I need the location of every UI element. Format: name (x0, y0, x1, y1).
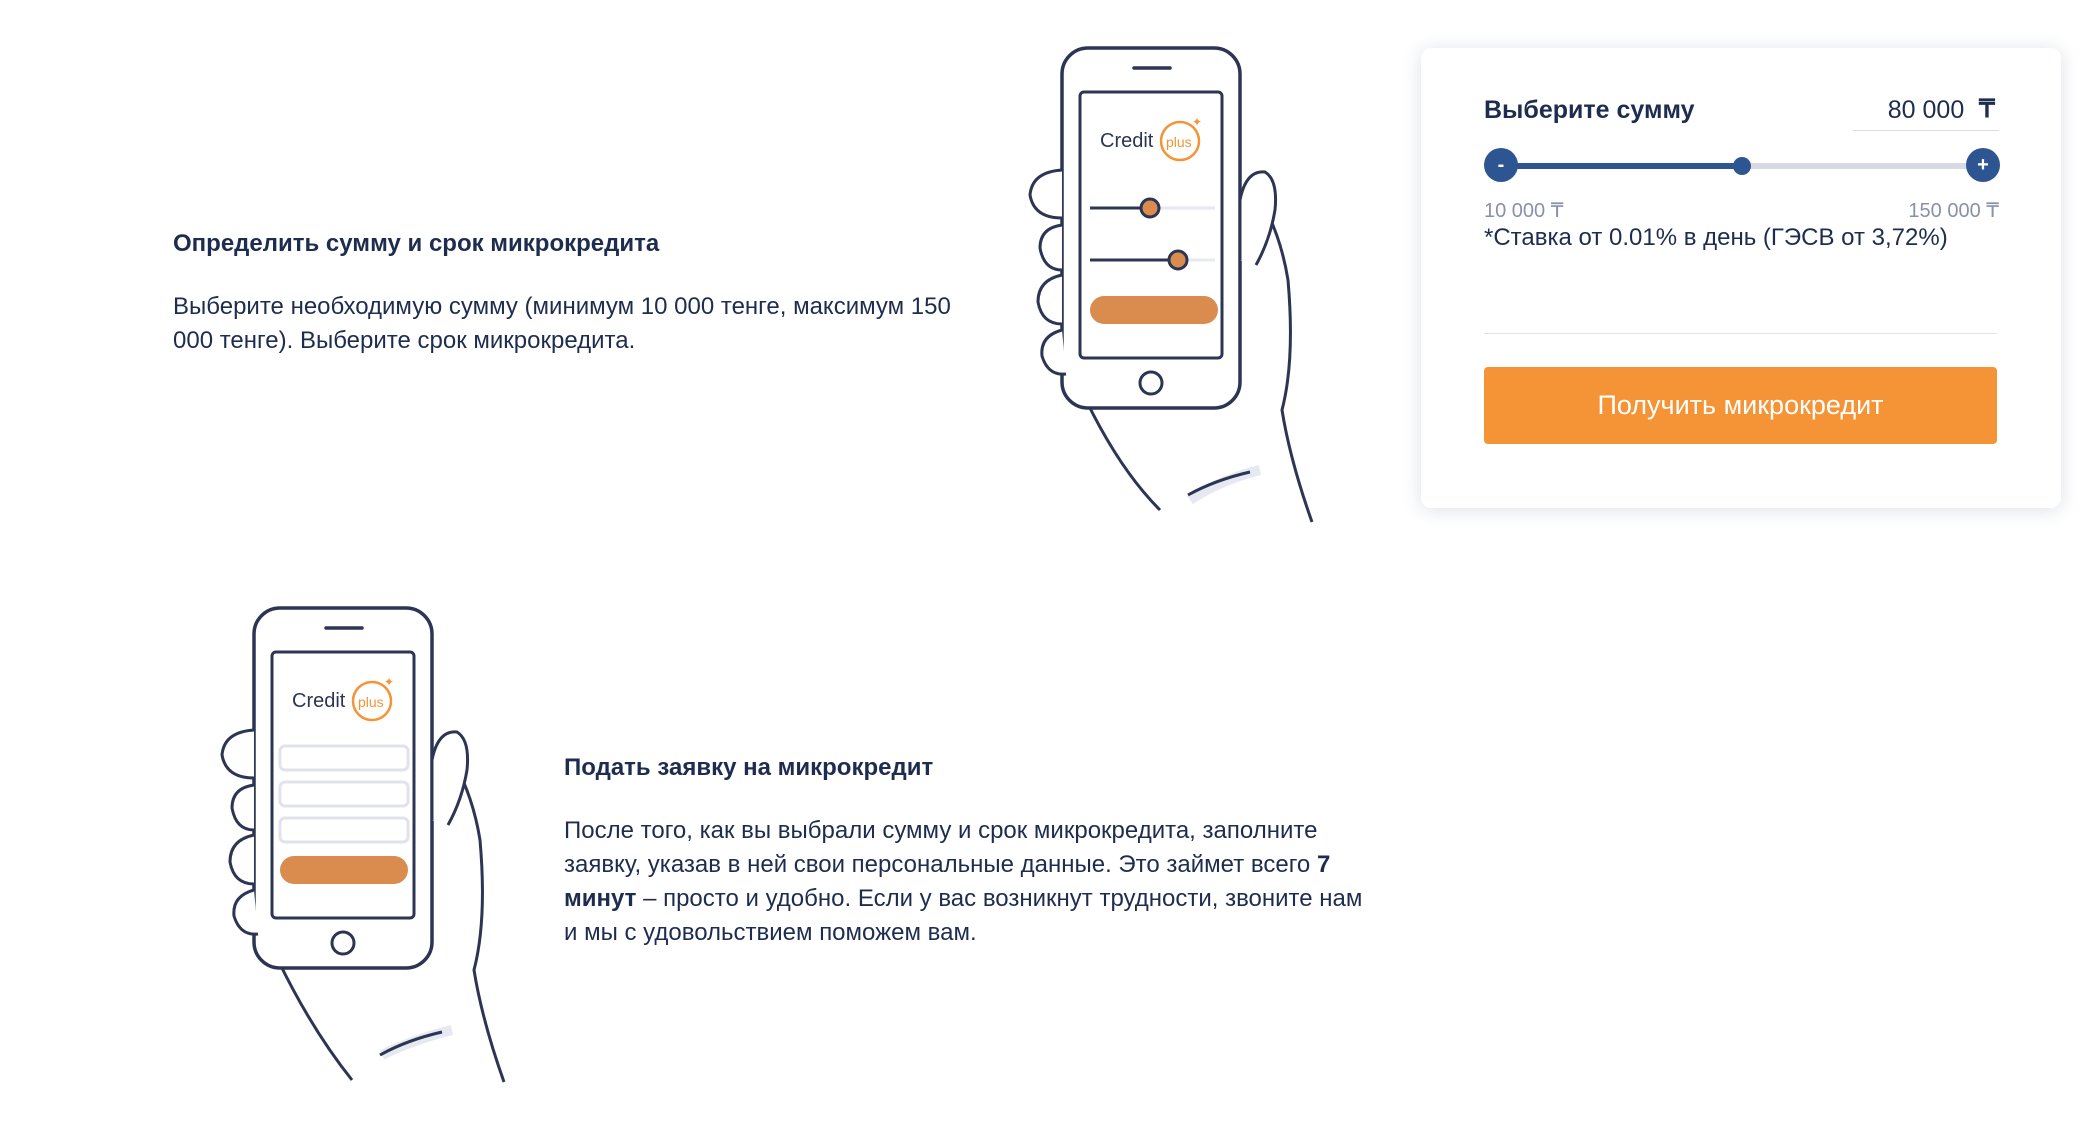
get-microcredit-button[interactable]: Получить микрокредит (1484, 367, 1997, 444)
svg-text:✦: ✦ (1192, 115, 1203, 129)
phone-sliders-illustration (1020, 40, 1330, 530)
logo-badge-text: plus (1166, 134, 1192, 150)
currency-sign: ₸ (1979, 95, 1995, 123)
step2-description (564, 814, 1364, 950)
amount-input[interactable] (1853, 90, 1999, 131)
step1-description: Выберите необходимую сумму (минимум 10 000 тенге, максимум 150 000 тенге). Выберите срок микрокредита. (173, 293, 951, 354)
step2-duration: 7 минут (564, 851, 1331, 912)
amount-label: Выберите сумму (1484, 96, 1695, 124)
logo-text-2: Credit (292, 690, 346, 712)
step1-block (173, 228, 973, 358)
divider (1484, 333, 1997, 334)
range-max-label: 150 000 ₸ (1908, 200, 1999, 222)
step2-block (564, 752, 1364, 950)
logo-text: Credit (1100, 130, 1154, 152)
increase-amount-button[interactable]: + (1966, 148, 2000, 182)
range-min-label: 10 000 ₸ (1484, 200, 1564, 222)
step1-title: Определить сумму и срок микрокредита (173, 230, 660, 257)
step2-title: Подать заявку на микрокредит (564, 754, 934, 781)
logo-badge-text-2: plus (358, 694, 384, 710)
phone-form-illustration (212, 600, 522, 1090)
slider-fill (1502, 163, 1742, 169)
rate-note: *Ставка от 0.01% в день (ГЭСВ от 3,72%) (1484, 224, 1948, 251)
step2-description-end: – просто и удобно. Если у вас возникнут трудности, звоните нам и мы с удовольствием поможем вам. (564, 885, 1363, 946)
slider-thumb[interactable] (1733, 157, 1751, 175)
svg-text:✦: ✦ (384, 675, 395, 689)
step2-description-start: После того, как вы выбрали сумму и срок микрокредита, заполните заявку, указав в ней свои персональные данные. Это займет всего (564, 817, 1318, 878)
loan-calculator-card (1421, 48, 2061, 508)
decrease-amount-button[interactable]: - (1484, 148, 1518, 182)
amount-slider[interactable] (1484, 148, 2000, 184)
